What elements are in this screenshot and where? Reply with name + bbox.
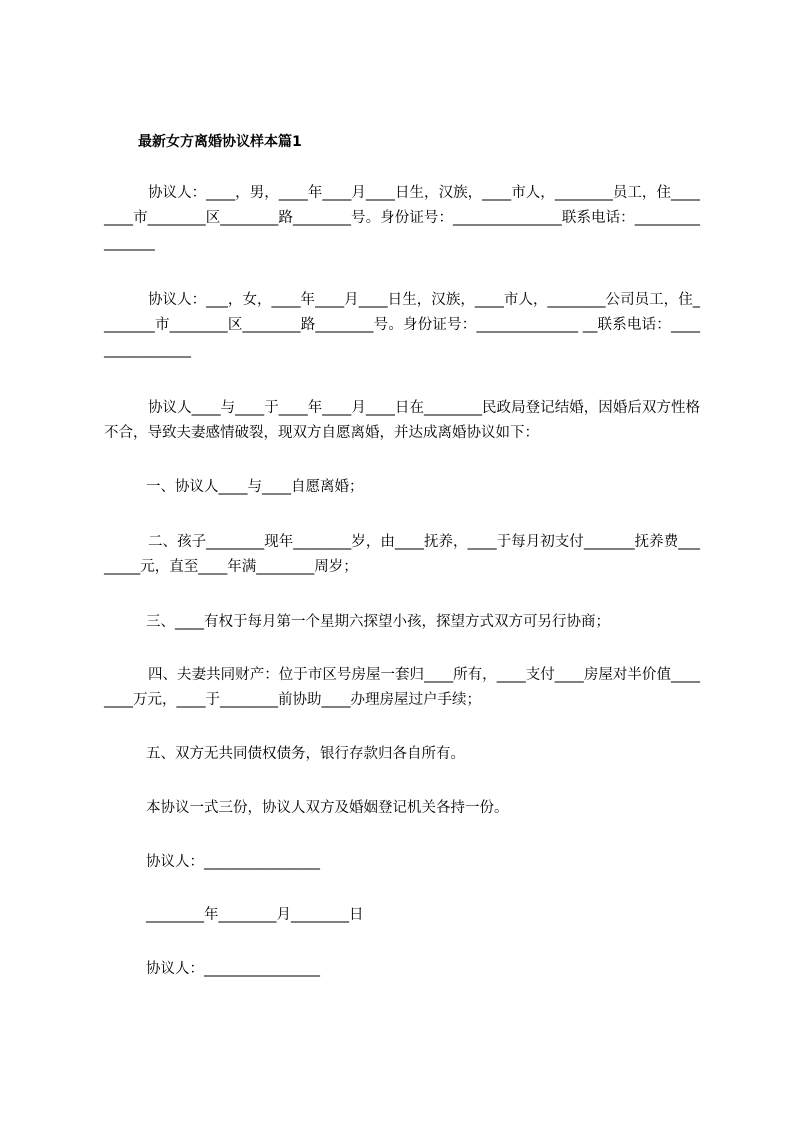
date-line: ________年________月________日 xyxy=(146,907,364,923)
intro-paragraph: 协议人____与____于____年____月____日在________民政局登记结婚，因婚后双方性格不合，导致夫妻感情破裂，现双方自愿离婚，并达成离婚协议如下： xyxy=(104,400,700,441)
clause-5: 五、双方无共同债权债务，银行存款归各自所有。 xyxy=(146,746,465,762)
party-male-paragraph: 协议人：____，男，____年____月____日生，汉族，____市人，________员工，住________市________区________路________号。身份证号：_______________联系电话：________________ xyxy=(104,185,700,251)
signature-line-1: 协议人：________________ xyxy=(146,854,320,870)
clause-1: 一、协议人____与____自愿离婚； xyxy=(146,479,364,495)
signature-line-2: 协议人：________________ xyxy=(146,961,320,977)
clause-4: 四、夫妻共同财产：位于市区号房屋一套归____所有，____支付____房屋对半价值________万元，____于________前协助____办理房屋过户手续； xyxy=(104,667,700,708)
copies-statement: 本协议一式三份，协议人双方及婚姻登记机关各持一份。 xyxy=(146,800,509,816)
party-female-paragraph: 协议人：___，女，____年____月____日生，汉族，____市人，________公司员工，住________市________区________路________号。身份证号：______________ __联系电话：________________ xyxy=(104,292,700,358)
clause-3: 三、____有权于每月第一个星期六探望小孩，探望方式双方可另行协商； xyxy=(146,614,610,630)
clause-2: 二、孩子________现年________岁，由____抚养，____于每月初支付_______抚养费________元，直至____年满________周岁； xyxy=(104,534,700,575)
document-title: 最新女方离婚协议样本篇1 xyxy=(138,134,302,150)
